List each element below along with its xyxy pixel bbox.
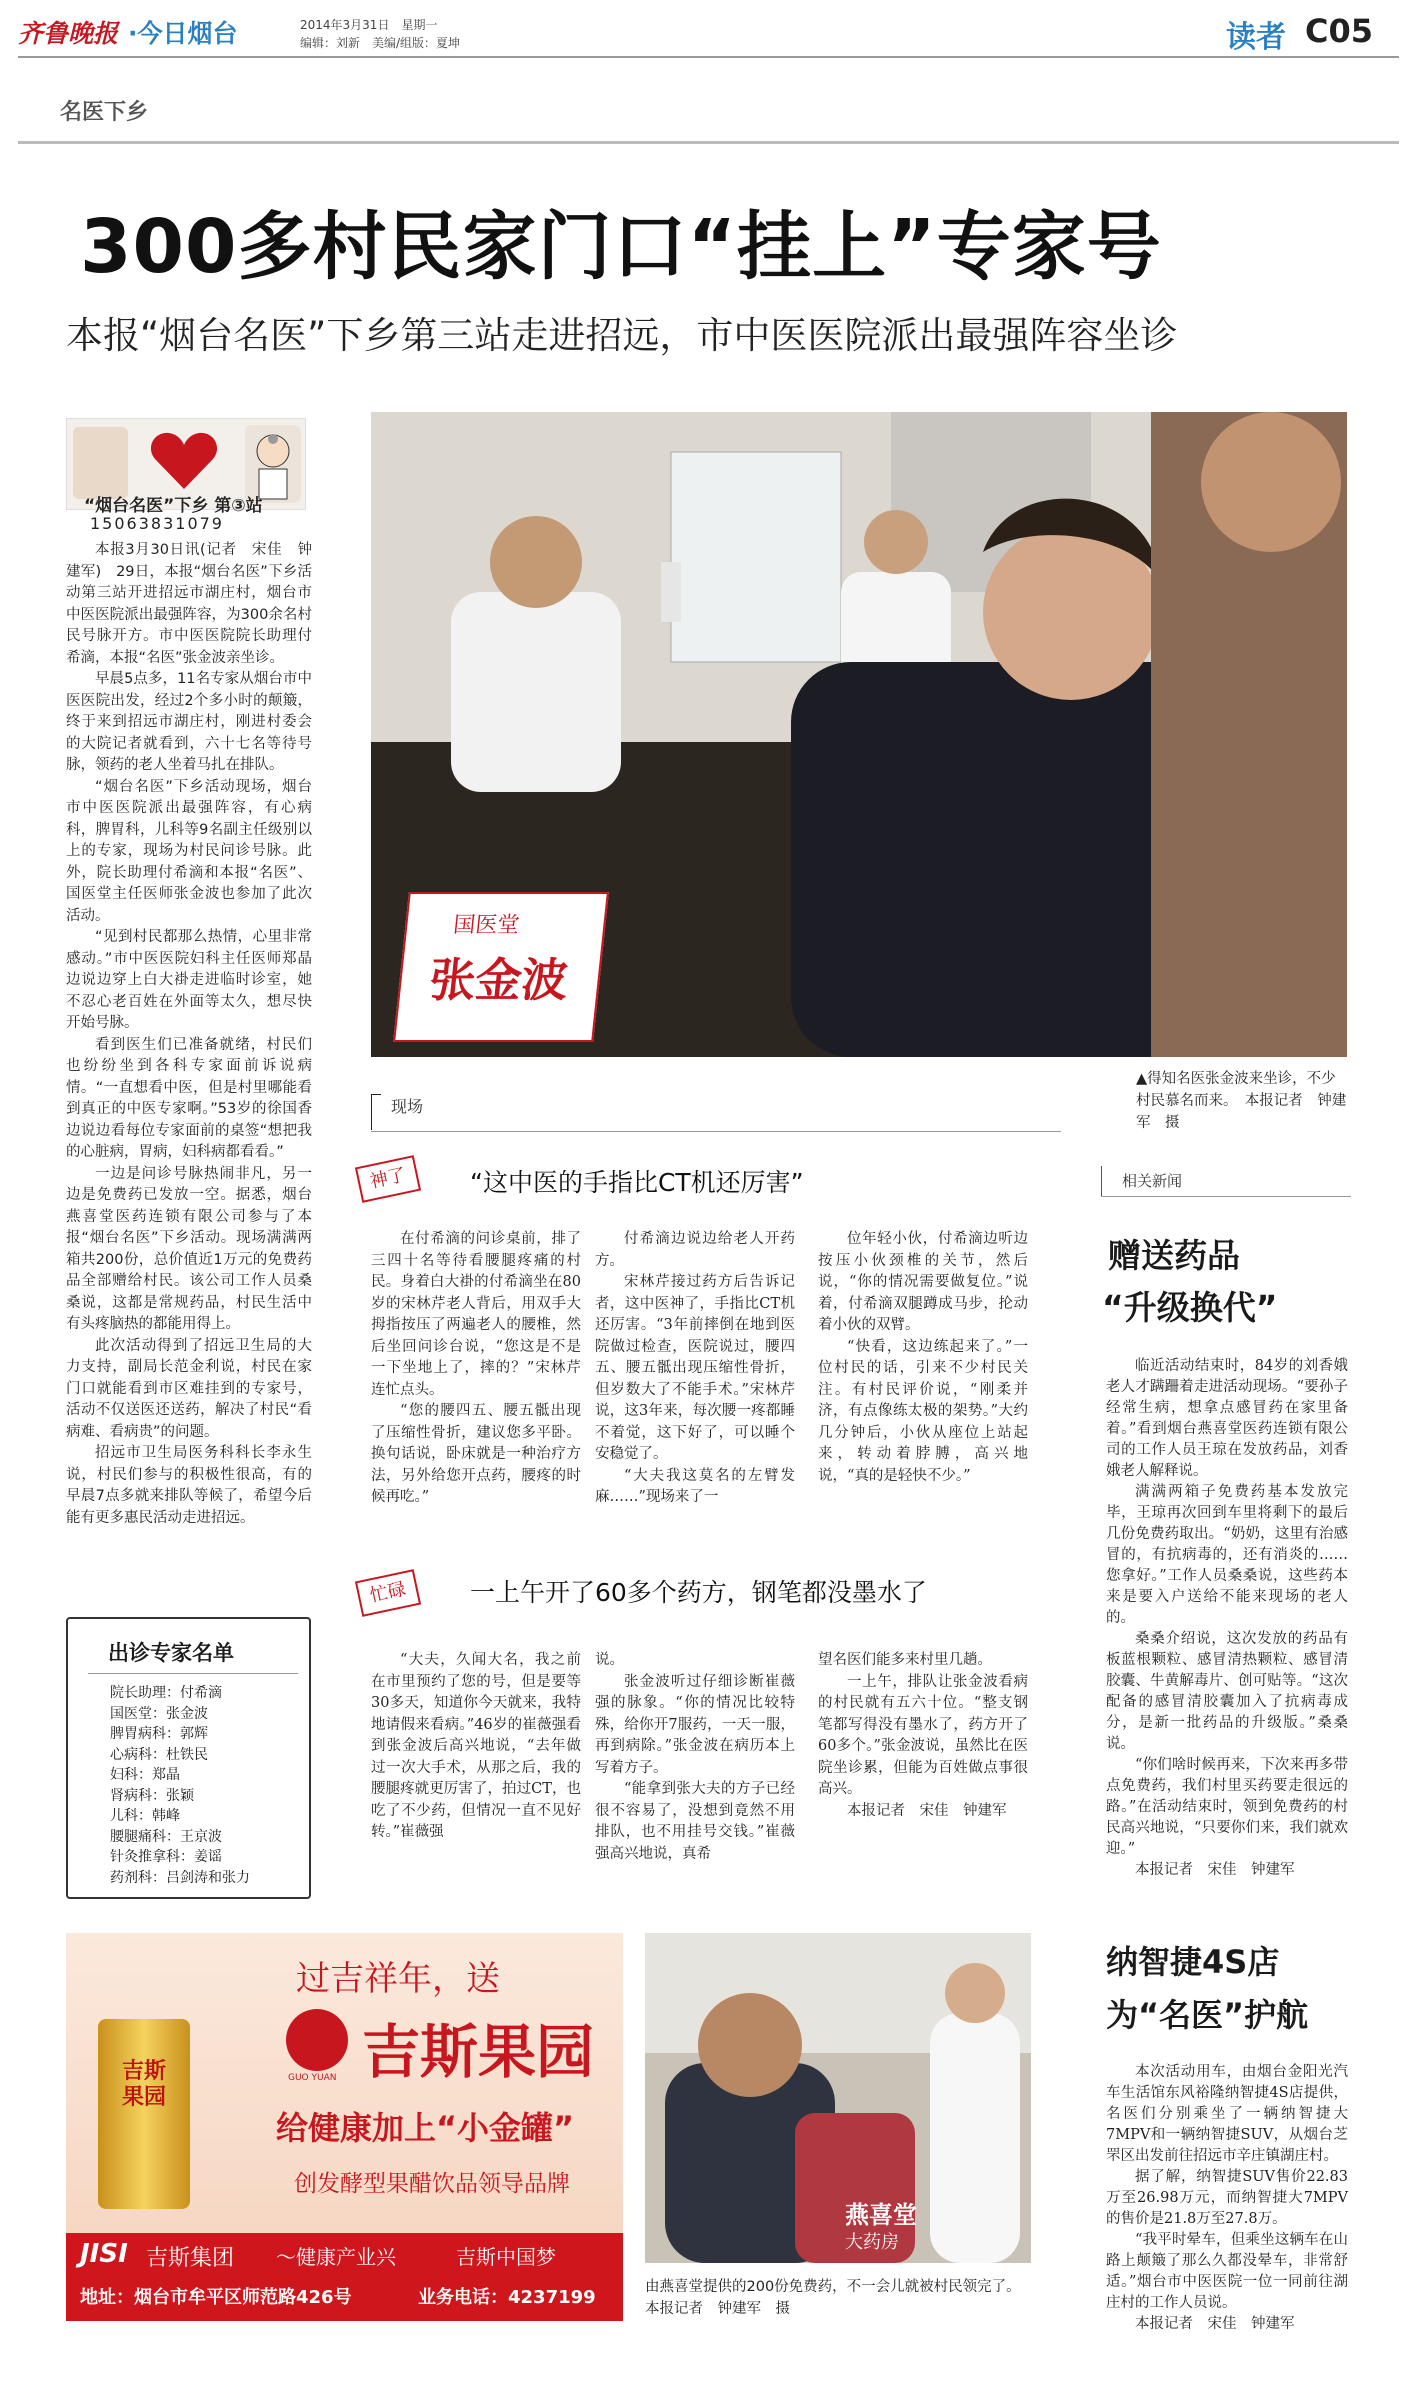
lead-para: 招远市卫生局医务科科长李永生说，村民们参与的积极性很高，有的早晨7点多就来排队等候了，希望今后能有更多惠民活动走进招远。	[66, 1445, 312, 1526]
body-para: “能拿到张大夫的方子已经很不容易了，没想到竟然不用排队，也不用挂号交钱。”崔薇强高兴地说，真希	[595, 1781, 795, 1862]
expert-line: 药剂科：吕剑涛和张力	[110, 1869, 250, 1886]
lead-para: 早晨5点多，11名专家从烟台市中医医院出发，经过2个多小时的颠簸，终于来到招远市湖庄村，刚进村委会的大院记者就看到，六十七名等待号脉，领药的老人坐着马扎在排队。	[66, 671, 312, 773]
masthead-brand: 齐鲁晚报	[18, 19, 119, 48]
doctor-nameplate	[393, 892, 609, 1042]
photo2-banner-2: 大药房	[845, 2232, 899, 2253]
scene2-col1	[371, 1650, 581, 1844]
sidebar2-body	[1106, 2062, 1348, 2335]
lead-para: 一边是问诊号脉热闹非凡，另一边是免费药已发放一空。据悉，烟台燕喜堂医药连锁有限公司参与了本报“烟台名医”下乡活动。现场满满两箱共200份，总价值近1万元的免费药品全部赠给村民。该公司工作人员桑桑说，这都是常规药品，村民生活中有头疼脑热的都能用得上。	[66, 1165, 312, 1332]
ad-line1: 过吉祥年，送	[296, 1959, 500, 1999]
nameplate-org: 国医堂	[452, 913, 521, 938]
scene1-col1	[371, 1229, 581, 1509]
experts-box-title: 出诊专家名单	[108, 1641, 234, 1665]
ad-slogan2: 吉斯中国梦	[456, 2245, 556, 2269]
lead-article	[66, 540, 312, 1529]
body-para: 付希滴边说边给老人开药方。	[595, 1231, 795, 1269]
subheadline: 本报“烟台名医”下乡第三站走进招远，市中医医院派出最强阵容坐诊	[66, 314, 1178, 357]
scene1-col2	[595, 1229, 795, 1509]
masthead-rule	[18, 56, 1399, 58]
expert-line: 肾病科：张颖	[110, 1787, 194, 1804]
heart-icon	[149, 429, 219, 493]
body-para: 位年轻小伙，付希滴边听边按压小伙颈椎的关节，然后说，“你的情况需要做复位。”说着，付希滴双腿蹲成马步，抡动着小伙的双臂。	[818, 1231, 1028, 1333]
expert-line: 针灸推拿科：姜谣	[110, 1849, 222, 1865]
body-para: 张金波听过仔细诊断崔薇强的脉象。“你的情况比较特殊，给你开7服药，一天一服，再到病除。”张金波在病历本上写着方子。	[595, 1673, 795, 1776]
photo2-caption: 由燕喜堂提供的200份免费药，不一会儿就被村民领完了。 本报记者 钟建军 摄	[645, 2279, 1028, 2317]
body-para: 宋林芹接过药方后告诉记者，这中医神了，手指比CT机还厉害。“3年前摔倒在地到医院做过检查，医院说过，腰四五、腰五骶出现压缩性骨折，但岁数大了不能手术。”宋林芹说，这3年来，每次腰一疼都睡不着觉，这下好了，可以睡个安稳觉了。	[595, 1274, 795, 1462]
lead-para: “烟台名医”下乡活动现场，烟台市中医医院派出最强阵容，有心病科，脾胃科，儿科等9名副主任级别以上的专家，现场为村民问诊号脉。此外，院长助理付希滴和本报“名医”、国医堂主任医师张金波也参加了此次活动。	[66, 778, 312, 924]
photo2-banner: 燕喜堂	[845, 2201, 917, 2229]
tag-shenle: 神了	[355, 1155, 421, 1203]
logo-title: “烟台名医”下乡 第③站	[84, 496, 263, 516]
lead-para: 看到医生们已准备就绪，村民们也纷纷坐到各科专家面前诉说病情。“一直想看中医，但是村里哪能看到真正的中医专家啊。”53岁的徐国香边说边看每位专家面前的桌签“想把我的心脏病，胃病，妇科病都看看。”	[66, 1036, 312, 1160]
scene1-col3	[818, 1229, 1028, 1487]
byline: 本报记者 宋佳 钟建军	[1135, 2316, 1295, 2332]
body-para: “大夫，久闻大名，我之前在市里预约了您的号，但是要等30多天，知道你今天就来，我特地请假来看病。”46岁的崔薇强看到张金波后高兴地说，“去年做过一次大手术，从那之后，我的腰腿疼就更厉害了，拍过CT，也吃了不少药，但情况一直不见好转。”崔薇强	[371, 1652, 581, 1840]
lead-para: 此次活动得到了招远卫生局的大力支持，副局长范金利说，村民在家门口就能看到市区难挂到的专家号，活动不仅送医还送药，解决了村民“看病难、看病贵”的问题。	[66, 1337, 312, 1440]
ad-company: 吉斯集团	[146, 2246, 235, 2271]
ad-logo-small: GUO YUAN	[288, 2073, 337, 2083]
ad-logo-mark: JISI	[80, 2239, 128, 2269]
body-para: 在付希滴的问诊桌前，排了三四十名等待看腰腿疼痛的村民。身着白大褂的付希滴坐在80岁的宋林芹老人背后，用双手大拇指按压了两遍老人的腰椎，然后坐回问诊台说，“您这是不是一下坐地上了，摔的？”宋林芹连忙点头。	[371, 1231, 581, 1398]
body-para: 据了解，纳智捷SUV售价22.83万至26.98万元，而纳智捷大7MPV的售价是21.8万至27.8万。	[1106, 2169, 1348, 2227]
scene-label: 现场	[391, 1097, 424, 1116]
page-number: C05	[1305, 12, 1374, 50]
body-para: 满满两箱子免费药基本发放完毕，王琼再次回到车里将剩下的最后几份免费药取出。“奶奶，这里有治感冒的，有抗病毒的，还有消炎的……您拿好。”工作人员桑桑说，这些药本来是要入户送给不能来现场的老人的。	[1106, 1484, 1348, 1626]
body-para: “你们啥时候再来，下次来再多带点免费药，我们村里买药要走很远的路。”在活动结束时，领到免费药的村民高兴地说，“只要你们来，我们就欢迎。”	[1106, 1757, 1348, 1857]
tag-manglu: 忙碌	[355, 1569, 421, 1617]
scene1-title: “这中医的手指比CT机还厉害”	[470, 1168, 804, 1197]
free-medicine-photo	[645, 1933, 1031, 2263]
expert-line: 国医堂：张金波	[110, 1705, 208, 1722]
byline: 本报记者 宋佳 钟建军	[847, 1802, 1007, 1819]
scene2-col3	[818, 1650, 1028, 1822]
scene-bracket-top	[371, 1094, 381, 1095]
expert-line: 院长助理：付希滴	[110, 1685, 222, 1701]
related-bracket	[1101, 1166, 1102, 1196]
body-para: 一上午，排队让张金波看病的村民就有五六十位。“整支钢笔都写得没有墨水了，药方开了60多个。”张金波说，虽然比在医院坐诊累，但能为百姓做点事很高兴。	[818, 1673, 1028, 1797]
body-para: 桑桑介绍说，这次发放的药品有板蓝根颗粒、感冒清热颗粒、感冒清胶囊、牛黄解毒片、创可贴等。“这次配备的感冒清胶囊加入了抗病毒成分，是新一批药品的升级版。”桑桑说。	[1106, 1631, 1348, 1752]
headline: 300多村民家门口“挂上”专家号	[80, 204, 1162, 290]
scene2-col2	[595, 1650, 795, 1865]
related-rule	[1101, 1196, 1351, 1197]
masthead-section: ·今日烟台	[128, 19, 238, 48]
ad-phone: 业务电话：4237199	[418, 2287, 596, 2308]
related-title-2: “升级换代”	[1102, 1288, 1278, 1327]
body-para: “快看，这边练起来了。”一位村民的话，引来不少村民关注。有村民评价说，“刚柔并济，有点像练太极的架势。”大约几分钟后，小伙从座位上站起来，转动着脖膊，高兴地说，“真的是轻快不少。”	[818, 1338, 1028, 1484]
doctor-sketch-left	[73, 427, 128, 499]
body-para: 本次活动用车，由烟台金阳光汽车生活馆东风裕隆纳智捷4S店提供，名医们分别乘坐了一辆纳智捷大7MPV和一辆纳智捷SUV，从烟台芝罘区出发前往招远市辛庄镇湖庄村。	[1106, 2064, 1348, 2164]
expert-line: 脾胃病科：郭辉	[110, 1726, 208, 1742]
reader-label: 读者	[1226, 20, 1286, 55]
expert-line: 腰腿痛科：王京波	[110, 1828, 222, 1845]
ad-brand: 吉斯果园	[362, 2018, 595, 2086]
experts-list	[110, 1683, 250, 1888]
nameplate-name: 张金波	[426, 953, 571, 1007]
experts-box	[66, 1617, 311, 1899]
sidebar2-title-1: 纳智捷4S店	[1106, 1943, 1280, 1981]
scene-rule	[371, 1131, 1061, 1132]
main-photo	[371, 412, 1347, 1057]
related-label: 相关新闻	[1122, 1172, 1183, 1190]
lead-para: “见到村民都那么热情，心里非常感动。”市中医医院妇科主任医师郑晶边说边穿上白大褂走进临时诊室，她不忍心老百姓在外面等太久，想尽快开始号脉。	[66, 929, 312, 1031]
expert-line: 妇科：郑晶	[110, 1767, 180, 1783]
date-line: 2014年3月31日 星期一	[300, 18, 438, 32]
ad-can-icon	[98, 2019, 190, 2209]
experts-box-divider	[88, 1673, 298, 1674]
body-para: “您的腰四五、腰五骶出现了压缩性骨折，建议您多平卧。换句话说，卧床就是一种治疗方法，另外给您开点药，腰疼的时候再吃。”	[371, 1403, 581, 1505]
body-para: “大夫我这莫名的左臂发麻……”现场来了一	[595, 1467, 795, 1505]
ad-slogan1: ～健康产业兴	[276, 2245, 396, 2269]
byline: 本报记者 宋佳 钟建军	[1135, 1862, 1295, 1878]
editors-line: 编辑：刘新 美编/组版：夏坤	[300, 36, 461, 50]
ad-logo-apple-icon	[286, 2009, 348, 2071]
ad-address: 地址：烟台市牟平区师范路426号	[80, 2287, 352, 2308]
main-photo-caption: ▲得知名医张金波来坐诊，不少村民慕名而来。 本报记者 钟建军 摄	[1136, 1071, 1347, 1131]
column-tag: 名医下乡	[60, 100, 149, 125]
scene-bracket-left	[371, 1094, 372, 1130]
ad-line3: 给健康加上“小金罐”	[276, 2109, 575, 2147]
sidebar2-title-2: 为“名医”护航	[1106, 1996, 1309, 2034]
expert-line: 儿科：韩峰	[110, 1808, 180, 1824]
expert-line: 心病科：杜铁民	[110, 1746, 208, 1763]
lead-para: 本报3月30日讯(记者 宋佳 钟建军) 29日，本报“烟台名医”下乡活动第三站开进招远市湖庄村，烟台市中医医院派出最强阵容，为300余名村民号脉开方。市中医医院院长助理付希滴，本报“名医”张金波亲坐诊。	[66, 542, 312, 666]
related-title-1: 赠送药品	[1108, 1236, 1240, 1275]
body-para: 临近活动结束时，84岁的刘香娥老人才蹒跚着走进活动现场。“要孙子经常生病，想拿点感冒药在家里备着。”看到烟台燕喜堂医药连锁有限公司的工作人员王琼在发放药品，刘香娥老人解释说。	[1106, 1358, 1348, 1479]
body-para: 说。	[595, 1652, 624, 1668]
ad-line4: 创发酵型果醋饮品领导品牌	[294, 2171, 570, 2197]
body-para: 望名医们能多来村里几趟。	[818, 1652, 992, 1668]
tag-rule	[18, 141, 1399, 144]
logo-phone: 15063831079	[90, 514, 224, 533]
ad-can-text: 吉斯果园	[121, 2059, 166, 2110]
ad-banner[interactable]	[66, 1933, 623, 2321]
related-body	[1106, 1356, 1348, 1881]
body-para: “我平时晕车，但乘坐这辆车在山路上颠簸了那么久都没晕车，非常舒适。”烟台市中医医院一位一同前往湖庄村的工作人员说。	[1106, 2232, 1348, 2311]
scene2-title: 一上午开了60多个药方，钢笔都没墨水了	[470, 1578, 927, 1607]
